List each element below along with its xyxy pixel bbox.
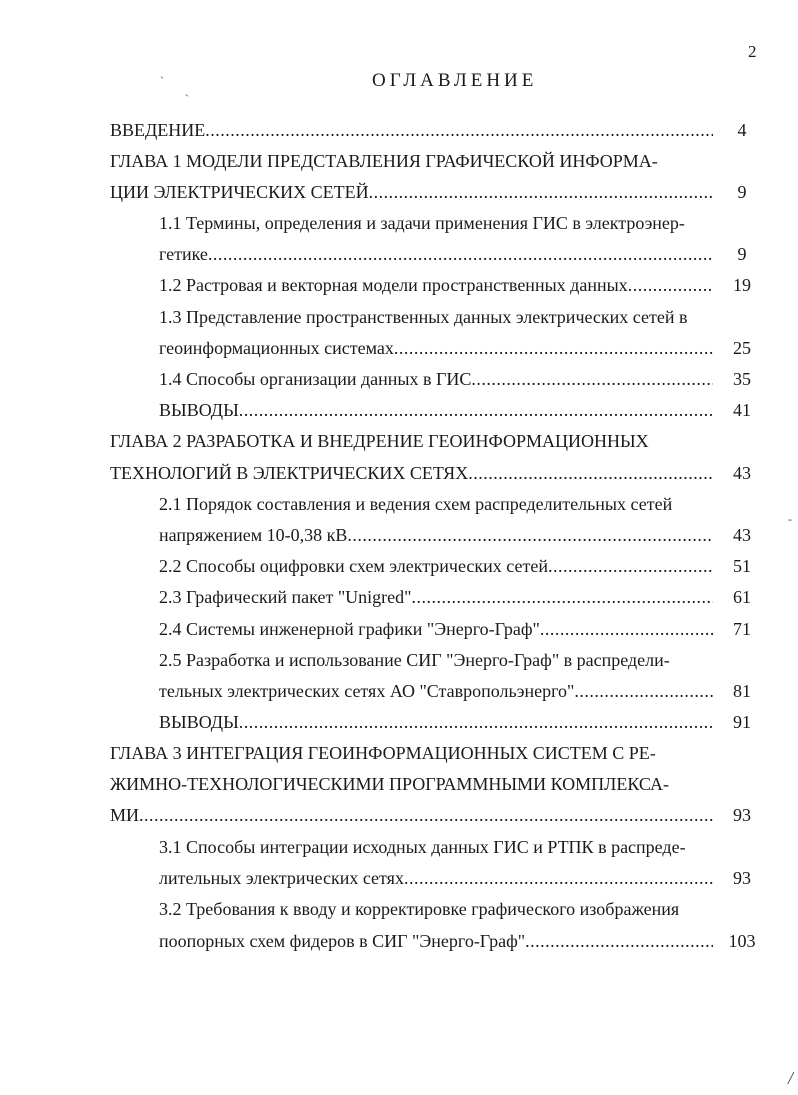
toc-chapter-2-line-2: ТЕХНОЛОГИЙ В ЭЛЕКТРИЧЕСКИХ СЕТЯХ ..... <box>110 460 713 486</box>
page-ref: 51 <box>733 556 751 576</box>
toc-section-3-2-line-2: поопорных схем фидеров в СИГ "Энерго-Граф" ..... <box>159 928 713 954</box>
toc-section-1-1-line-2: гетике ..... <box>159 241 713 267</box>
page-ref: 35 <box>733 369 751 389</box>
page-ref: 43 <box>733 463 751 483</box>
toc-chapter-1-line-2: ЦИИ ЭЛЕКТРИЧЕСКИХ СЕТЕЙ ..... <box>110 179 713 205</box>
toc-section-1-1-line-1: 1.1 Термины, определения и задачи применения ГИС в электроэнер- <box>159 213 685 233</box>
margin-mark-2: ˋ <box>185 92 189 106</box>
page-ref: 93 <box>733 805 751 825</box>
toc-section-1-3-line-2: геоинформационных системах ..... <box>159 335 713 361</box>
toc-section-2-3: 2.3 Графический пакет "Unigred" ..... <box>159 584 713 610</box>
toc-section-2-5-line-1: 2.5 Разработка и использование СИГ "Энерго-Граф" в распредели- <box>159 650 670 670</box>
page-ref: 103 <box>728 931 756 951</box>
toc-section-2-4: 2.4 Системы инженерной графики "Энерго-Граф" ..... <box>159 616 713 642</box>
page-ref: 19 <box>733 275 751 295</box>
toc-conclusions-1: ВЫВОДЫ ..... <box>159 397 713 423</box>
margin-mark-1: ˋ <box>160 74 164 88</box>
page-ref: 71 <box>733 619 751 639</box>
page-ref: 81 <box>733 681 751 701</box>
toc-section-3-1-line-2: лительных электрических сетях ..... <box>159 865 713 891</box>
toc-section-1-2: 1.2 Растровая и векторная модели пространственных данных ..... <box>159 272 713 298</box>
toc-section-2-1-line-2: напряжением 10-0,38 кВ ..... <box>159 522 713 548</box>
page-ref: 43 <box>733 525 751 545</box>
toc-section-2-2: 2.2 Способы оцифровки схем электрических сетей ..... <box>159 553 713 579</box>
page-ref: 93 <box>733 868 751 888</box>
toc-section-1-4: 1.4 Способы организации данных в ГИС ..... <box>159 366 713 392</box>
toc-entry-intro: ВВЕДЕНИЕ ..... <box>110 117 713 143</box>
page-ref: 61 <box>733 587 751 607</box>
page-ref: 41 <box>733 400 751 420</box>
toc-chapter-3-line-1: ГЛАВА 3 ИНТЕГРАЦИЯ ГЕОИНФОРМАЦИОННЫХ СИСТЕМ С РЕ- <box>110 743 656 763</box>
margin-mark-4: / <box>788 1068 794 1088</box>
page-ref: 9 <box>737 244 747 264</box>
toc-section-1-3-line-1: 1.3 Представление пространственных данных электрических сетей в <box>159 307 688 327</box>
page-title: ОГЛАВЛЕНИЕ <box>372 70 538 91</box>
page-ref: 4 <box>737 120 747 140</box>
page-ref: 25 <box>733 338 751 358</box>
toc-section-3-1-line-1: 3.1 Способы интеграции исходных данных ГИС и РТПК в распреде- <box>159 837 686 857</box>
toc-chapter-2-line-1: ГЛАВА 2 РАЗРАБОТКА И ВНЕДРЕНИЕ ГЕОИНФОРМАЦИОННЫХ <box>110 431 649 451</box>
toc-chapter-3-line-2: ЖИМНО-ТЕХНОЛОГИЧЕСКИМИ ПРОГРАММНЫМИ КОМПЛЕКСА- <box>110 774 670 794</box>
toc-section-3-2-line-1: 3.2 Требования к вводу и корректировке графического изображения <box>159 899 680 919</box>
margin-mark-3: - <box>788 512 792 526</box>
toc-chapter-3-line-3: МИ ..... <box>110 802 713 828</box>
toc-chapter-1-line-1: ГЛАВА 1 МОДЕЛИ ПРЕДСТАВЛЕНИЯ ГРАФИЧЕСКОЙ ИНФОРМА- <box>110 151 658 171</box>
page-number: 2 <box>748 42 757 61</box>
page-ref: 91 <box>733 712 751 732</box>
toc-section-2-5-line-2: тельных электрических сетях АО "Ставропольэнерго" ..... <box>159 678 713 704</box>
toc-conclusions-2: ВЫВОДЫ ..... <box>159 709 713 735</box>
toc-section-2-1-line-1: 2.1 Порядок составления и ведения схем распределительных сетей <box>159 494 673 514</box>
page-ref: 9 <box>737 182 747 202</box>
